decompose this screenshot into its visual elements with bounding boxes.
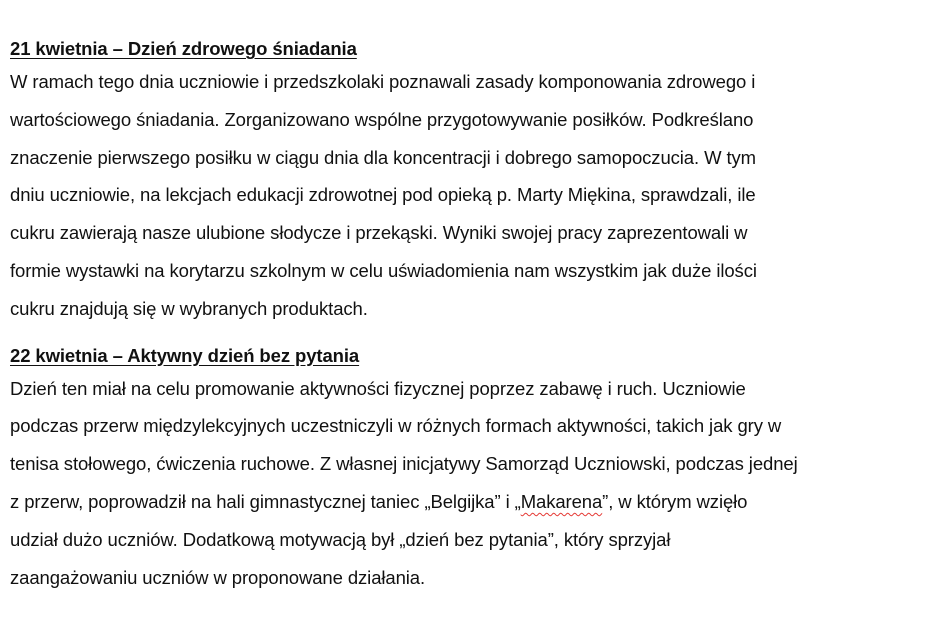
paragraph-line: podczas przerw międzylekcyjnych uczestniczyli w różnych formach aktywności, takich jak gry w	[10, 415, 782, 437]
paragraph-line: wartościowego śniadania. Zorganizowano wspólne przygotowywanie posiłków. Podkreślano	[10, 108, 754, 130]
paragraph-line: cukru znajdują się w wybranych produktach.	[10, 297, 368, 319]
section-healthy-breakfast	[10, 35, 920, 328]
paragraph-line: tenisa stołowego, ćwiczenia ruchowe. Z własnej inicjatywy Samorząd Uczniowski, podczas jednej	[10, 453, 798, 475]
line-text-before: z przerw, poprowadził na hali gimnastycznej taniec „Belgijka” i „	[10, 490, 521, 512]
paragraph-line: W ramach tego dnia uczniowie i przedszkolaki poznawali zasady komponowania zdrowego i	[10, 71, 756, 92]
spellcheck-flagged-word[interactable]: Makarena	[520, 490, 603, 512]
section-heading: 21 kwietnia – Dzień zdrowego śniadania	[10, 38, 357, 59]
paragraph-line: Dzień ten miał na celu promowanie aktywności fizycznej poprzez zabawę i ruch. Uczniowie	[10, 377, 746, 399]
paragraph-line: znaczenie pierwszego posiłku w ciągu dnia dla koncentracji i dobrego samopoczucia. W tym	[10, 146, 756, 168]
document-page	[10, 35, 920, 610]
section-heading: 22 kwietnia – Aktywny dzień bez pytania	[10, 344, 360, 366]
paragraph-line: dniu uczniowie, na lekcjach edukacji zdrowotnej pod opieką p. Marty Miękina, sprawdzali, ile	[10, 184, 756, 206]
paragraph-line: cukru zawierają nasze ulubione słodycze i przekąski. Wyniki swojej pracy zaprezentowali w	[10, 222, 748, 244]
section-active-day	[10, 342, 920, 597]
line-text-after: ”, w którym wzięło	[602, 490, 748, 512]
paragraph-line: zaangażowaniu uczniów w proponowane działania.	[10, 566, 426, 588]
paragraph-line: formie wystawki na korytarzu szkolnym w celu uświadomienia nam wszystkim jak duże ilości	[10, 259, 757, 281]
paragraph-line	[10, 483, 920, 521]
paragraph-line: udział dużo uczniów. Dodatkową motywacją był „dzień bez pytania”, który sprzyjał	[10, 528, 671, 550]
